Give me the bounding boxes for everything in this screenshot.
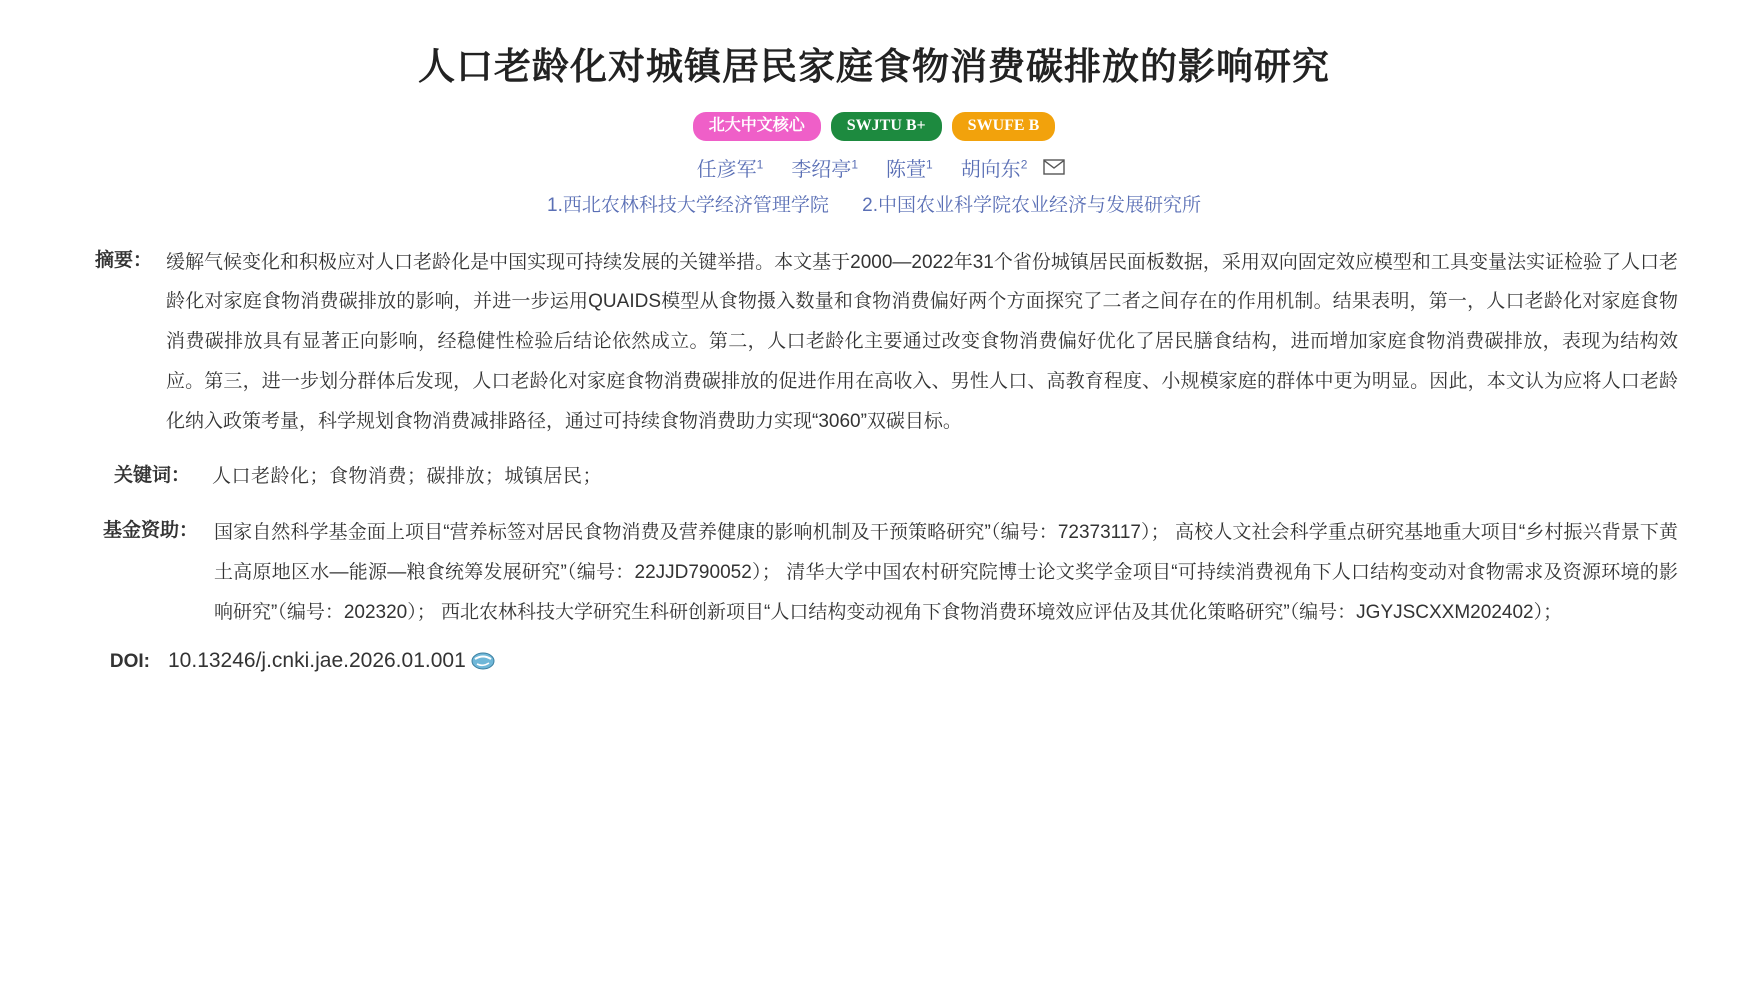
funding-label: 基金资助： xyxy=(102,519,198,541)
funding-text: 国家自然科学基金面上项目“营养标签对居民食物消费及营养健康的影响机制及干预策略研究”（编号：72373117）； 高校人文社会科学重点研究基地重大项目“乡村振兴背景下黄土高原地区水—能源—粮食统筹发展研究”（编号：22JJD790052）； 清华大学中国农村研究院博士论文奖学金项目“可持续消费视角下人口结构变动对食物需求及资源环境的影响研究”（编号：202320）； 西北农林科技大学研究生科研创新项目“人口结构变动视角下食物消费环境效应评估及其优化策略研究”（编号：JGYJSCXXM202402）； xyxy=(214,521,1678,623)
author-2-name: 李绍亭 xyxy=(791,158,852,181)
affiliation-list xyxy=(0,190,1748,217)
badge-core-chinese[interactable]: 北大中文核心 xyxy=(693,112,821,141)
affiliation-2[interactable]: 2.中国农业科学院农业经济与发展研究所 xyxy=(862,194,1201,216)
author-1-sup: 1 xyxy=(756,156,764,171)
author-4-name: 胡向东 xyxy=(960,158,1021,181)
abstract-section xyxy=(0,243,1748,442)
doi-section xyxy=(0,649,1748,673)
author-4-sup: 2 xyxy=(1020,156,1028,171)
article-header-page xyxy=(0,36,1748,673)
author-2[interactable] xyxy=(791,153,858,182)
author-1-name: 任彦军 xyxy=(696,158,757,181)
mail-icon[interactable] xyxy=(1043,159,1065,175)
author-3[interactable] xyxy=(886,153,933,182)
badge-swjtu[interactable]: SWJTU B+ xyxy=(831,112,942,141)
author-4[interactable] xyxy=(961,153,1028,182)
badge-swufe[interactable]: SWUFE B xyxy=(952,112,1056,141)
author-2-sup: 1 xyxy=(851,156,858,171)
doi-label: DOI: xyxy=(109,650,150,672)
keywords-section xyxy=(0,458,1748,497)
abstract-text: 缓解气候变化和积极应对人口老龄化是中国实现可持续发展的关键举措。本文基于2000—2022年31个省份城镇居民面板数据，采用双向固定效应模型和工具变量法实证检验了人口老龄化对家庭食物消费碳排放的影响，并进一步运用QUAIDS模型从食物摄入数量和食物消费偏好两个方面探究了二者之间存在的作用机制。结果表明，第一，人口老龄化对家庭食物消费碳排放具有显著正向影响，经稳健性检验后结论依然成立。第二，人口老龄化主要通过改变食物消费偏好优化了居民膳食结构，进而增加家庭食物消费碳排放，表现为结构效应。第三，进一步划分群体后发现，人口老龄化对家庭食物消费碳排放的促进作用在高收入、男性人口、高教育程度、小规模家庭的群体中更为明显。因此，本文认为应将人口老龄化纳入政策考量，科学规划食物消费减排路径，通过可持续食物消费助力实现“3060”双碳目标。 xyxy=(166,251,1678,433)
keywords-text[interactable]: 人口老龄化；食物消费；碳排放；城镇居民； xyxy=(212,466,603,488)
affiliation-1[interactable]: 1.西北农林科技大学经济管理学院 xyxy=(547,194,829,216)
doi-value[interactable]: 10.13246/j.cnki.jae.2026.01.001 xyxy=(168,648,466,672)
keywords-label: 关键词： xyxy=(113,465,190,487)
author-1[interactable] xyxy=(697,153,764,182)
doi-crossref-icon[interactable] xyxy=(470,650,496,672)
funding-section xyxy=(0,513,1748,633)
author-3-name: 陈萱 xyxy=(886,158,926,181)
author-3-sup: 1 xyxy=(926,156,933,171)
author-list xyxy=(0,153,1748,182)
journal-badge-list xyxy=(0,112,1748,141)
doi-value-wrap xyxy=(150,649,496,673)
abstract-label: 摘要： xyxy=(94,249,152,271)
page-title: 人口老龄化对城镇居民家庭食物消费碳排放的影响研究 xyxy=(418,47,1330,88)
